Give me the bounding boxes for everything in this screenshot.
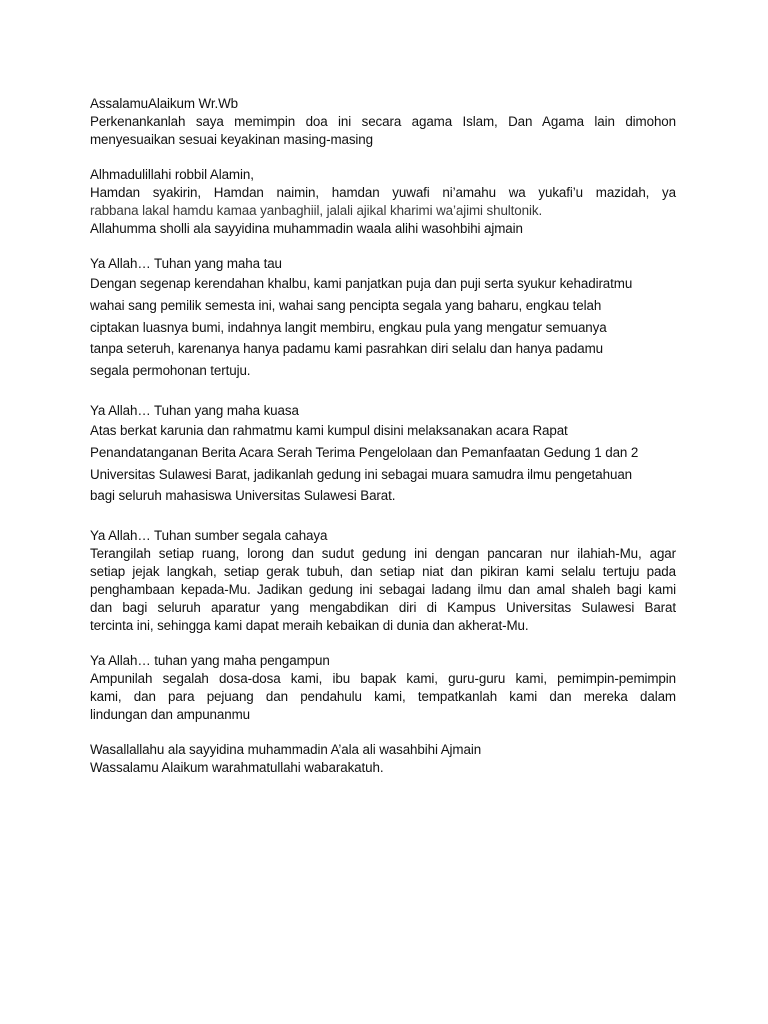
paragraph-gap [90,382,676,402]
section-line: lindungan dan ampunanmu [90,707,251,723]
section-line: Atas berkat karunia dan rahmatmu kami kumpul disini melaksanakan acara Rapat [90,422,568,438]
opening-line: Alhmadulillahi robbil Alamin, [90,167,254,182]
paragraph-gap [90,507,676,527]
paragraph-gap [90,238,676,255]
section-heading: Ya Allah… Tuhan yang maha kuasa [90,402,299,418]
section-line: penghambaan kepada-Mu. Jadikan gedung ini sebagai ladang ilmu dan amal shaleh bagi kami [90,582,676,598]
closing-line: Wassalamu Alaikum warahmatullahi wabarakatuh. [90,760,384,776]
opening-line: Allahumma sholli ala sayyidina muhammadin waala alihi wasohbihi ajmain [90,221,523,236]
section-heading: Ya Allah… Tuhan yang maha tau [90,256,282,271]
document-page [90,95,676,777]
paragraph-gap [90,635,676,652]
greeting: AssalamuAlaikum Wr.Wb [90,96,238,111]
paragraph-gap [90,149,676,166]
intro-line: Perkenankanlah saya memimpin doa ini secara agama Islam, Dan Agama lain dimohon [90,114,676,129]
section-line: ciptakan luasnya bumi, indahnya langit membiru, engkau pula yang mengatur semuanya [90,319,607,335]
section-line: kami, dan para pejuang dan pendahulu kami, tempatkanlah kami dan mereka dalam [90,689,676,705]
section-heading: Ya Allah… tuhan yang maha pengampun [90,653,330,669]
section-line: dan bagi seluruh aparatur yang mengabdikan diri di Kampus Universitas Sulawesi Barat [90,600,676,616]
section-line: wahai sang pemilik semesta ini, wahai sang pencipta segala yang baharu, engkau telah [90,297,602,313]
section-line: setiap jejak langkah, setiap gerak tubuh, dan setiap niat dan pikiran kami selalu tertuju pada [90,564,676,580]
paragraph-gap [90,724,676,741]
section-line: Ampunilah segalah dosa-dosa kami, ibu bapak kami, guru-guru kami, pemimpin-pemimpin [90,671,676,687]
section-line: Universitas Sulawesi Barat, jadikanlah gedung ini sebagai muara samudra ilmu pengetahuan [90,466,633,482]
intro-line: menyesuaikan sesuai keyakinan masing-masing [90,132,374,147]
section-line: tercinta ini, sehingga kami dapat meraih kebaikan di dunia dan akherat-Mu. [90,618,529,634]
section-line: Terangilah setiap ruang, lorong dan sudut gedung ini dengan pancaran nur ilahiah-Mu, agar [90,546,676,562]
section-line: tanpa seteruh, karenanya hanya padamu kami pasrahkan diri selalu dan hanya padamu [90,341,603,357]
section-line: segala permohonan tertuju. [90,363,251,379]
section-line: Penandatanganan Berita Acara Serah Terima Pengelolaan dan Pemanfaatan Gedung 1 dan 2 [90,444,639,460]
section-line: Dengan segenap kerendahan khalbu, kami panjatkan puja dan puji serta syukur kehadiratmu [90,276,633,291]
section-line: bagi seluruh mahasiswa Universitas Sulawesi Barat. [90,488,396,504]
opening-line: rabbana lakal hamdu kamaa yanbaghiil, jalali ajikal kharimi wa’ajimi shultonik. [90,203,543,218]
section-heading: Ya Allah… Tuhan sumber segala cahaya [90,528,328,544]
opening-line: Hamdan syakirin, Hamdan naimin, hamdan yuwafi ni’amahu wa yukafi’u mazidah, ya [90,185,676,200]
closing-line: Wasallallahu ala sayyidina muhammadin A’ala ali wasahbihi Ajmain [90,742,482,758]
